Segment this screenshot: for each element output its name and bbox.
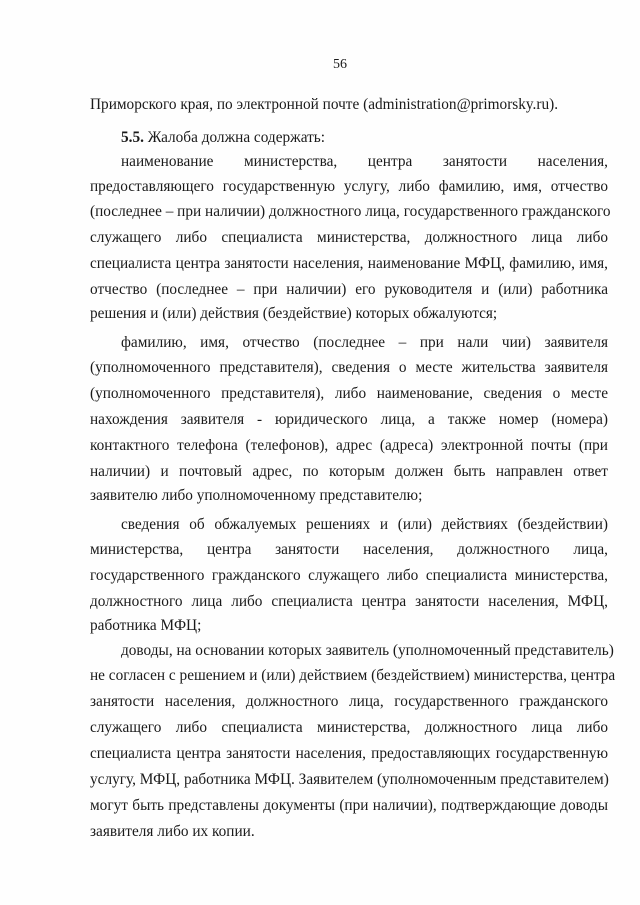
text-line: [90, 486, 608, 506]
text-line: [90, 384, 608, 404]
text-line: [90, 796, 608, 816]
text-line: [90, 202, 611, 222]
text-line: [90, 280, 608, 300]
text-line: [90, 358, 608, 378]
text-line: [90, 254, 608, 274]
line-text: служащего либо специалиста министерства, должностного лица либо: [90, 719, 608, 736]
line-text: работника МФЦ;: [90, 617, 202, 634]
section-number: 5.5.: [121, 129, 144, 146]
text-line: [90, 718, 608, 738]
text-line: [90, 462, 608, 482]
line-text: могут быть представлены документы (при наличии), подтверждающие доводы: [90, 797, 608, 814]
text-line: [121, 515, 608, 535]
line-text: Приморского края, по электронной почте (administration@primorsky.ru).: [90, 96, 559, 113]
line-text: должностного лица либо специалиста центра занятости населения, МФЦ,: [90, 593, 608, 610]
text-line: [121, 128, 608, 148]
line-text: (последнее – при наличии) должностного лица, государственного гражданского: [90, 203, 611, 220]
text-line: [90, 692, 608, 712]
line-text: заявителю либо уполномоченному представителю;: [90, 487, 423, 504]
line-text: заявителя либо их копии.: [90, 823, 255, 840]
text-line: [90, 822, 608, 842]
text-line: [90, 566, 608, 586]
text-line: [90, 666, 616, 686]
line-text: контактного телефона (телефонов), адрес (адреса) электронной почты (при: [90, 437, 608, 454]
text-line: [90, 616, 608, 636]
text-line: [90, 592, 608, 612]
text-line: [121, 641, 614, 661]
line-text: не согласен с решением и (или) действием (бездействием) министерства, центра: [90, 667, 616, 684]
text-line: [90, 177, 608, 197]
line-text: Жалоба должна содержать:: [143, 129, 326, 146]
line-text: государственного гражданского служащего либо специалиста министерства,: [90, 567, 608, 584]
text-line: [90, 228, 608, 248]
line-text: нахождения заявителя - юридического лица, а также номер (номера): [90, 411, 608, 428]
line-text: специалиста центра занятости населения, наименование МФЦ, фамилию, имя,: [90, 255, 608, 272]
line-text: наличии) и почтовый адрес, по которым должен быть направлен ответ: [90, 463, 608, 480]
line-text: решения и (или) действия (бездействие) которых обжалуются;: [90, 305, 498, 322]
line-text: доводы, на основании которых заявитель (уполномоченный представитель): [121, 642, 614, 659]
line-text: предоставляющего государственную услугу, либо фамилию, имя, отчество: [90, 178, 608, 195]
text-line: [90, 304, 608, 324]
line-text: специалиста центра занятости населения, предоставляющих государственную: [90, 745, 608, 762]
line-text: наименование министерства, центра занятости населения,: [121, 153, 608, 170]
text-line: [90, 410, 608, 430]
text-line: [90, 540, 608, 560]
line-text: отчество (последнее – при наличии) его руководителя и (или) работника: [90, 281, 608, 298]
line-text: (уполномоченного представителя), сведения о месте жительства заявителя: [90, 359, 608, 376]
line-text: фамилию, имя, отчество (последнее – при нали чии) заявителя: [121, 334, 608, 351]
line-text: занятости населения, должностного лица, государственного гражданского: [90, 693, 608, 710]
line-text: сведения об обжалуемых решениях и (или) действиях (бездействии): [121, 516, 608, 533]
text-line: [90, 436, 608, 456]
text-line: [90, 770, 608, 790]
page-number: 56: [333, 57, 347, 72]
line-text: служащего либо специалиста министерства, должностного лица либо: [90, 229, 608, 246]
text-line: [90, 744, 608, 764]
line-text: министерства, центра занятости населения, должностного лица,: [90, 541, 608, 558]
text-line: [121, 152, 608, 172]
line-text: (уполномоченного представителя), либо наименование, сведения о месте: [90, 385, 608, 402]
text-line: [121, 333, 608, 353]
text-line: [90, 95, 608, 115]
line-text: услугу, МФЦ, работника МФЦ. Заявителем (уполномоченным представителем): [90, 771, 609, 788]
